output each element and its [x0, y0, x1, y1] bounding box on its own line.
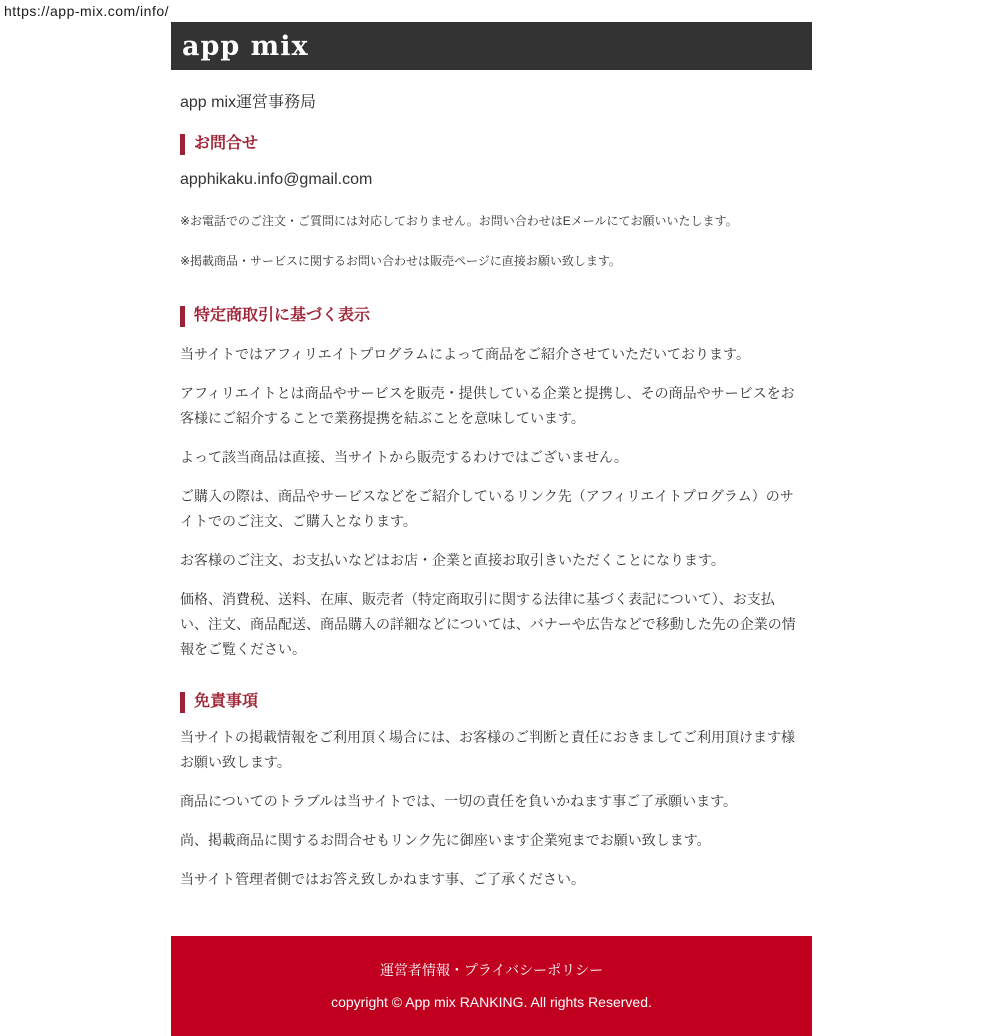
- disclaimer-paragraph: 商品についてのトラブルは当サイトでは、一切の責任を負いかねます事ご了承願います。: [180, 793, 738, 809]
- disclaimer-paragraph: 当サイトの掲載情報をご利用頂く場合には、お客様のご判断と責任におきましてご利用頂けます様お願い致します。: [180, 729, 796, 770]
- disclaimer-paragraph: 当サイト管理者側ではお答え致しかねます事、ご了承ください。: [180, 871, 586, 887]
- disclosure-paragraph: ご購入の際は、商品やサービスなどをご紹介しているリンク先（アフィリエイトプログラム）のサイトでのご注文、ご購入となります。: [180, 488, 794, 529]
- contact-email: apphikaku.info@gmail.com: [180, 171, 373, 188]
- disclosure-paragraph: 価格、消費税、送料、在庫、販売者（特定商取引に関する法律に基づく表記について）、お支払い、注文、商品配送、商品購入の詳細などについては、バナーや広告などで移動した先の企業の情報をご覧ください。: [180, 591, 796, 657]
- page-url: https://app-mix.com/info/: [4, 3, 170, 19]
- contact-note-products: ※掲載商品・サービスに関するお問い合わせは販売ページに直接お願い致します。: [180, 254, 621, 268]
- site-logo[interactable]: app mix: [182, 30, 309, 62]
- page-content: [171, 70, 812, 936]
- disclosure-paragraph: アフィリエイトとは商品やサービスを販売・提供している企業と提携し、その商品やサービスをお客様にご紹介することで業務提携を結ぶことを意味しています。: [180, 385, 795, 426]
- contact-note-phone: ※お電話でのご注文・ご質問には対応しておりません。お問い合わせはEメールにてお願いいたします。: [180, 214, 738, 228]
- disclaimer-paragraph: 尚、掲載商品に関するお問合せもリンク先に御座います企業宛までお願い致します。: [180, 832, 711, 848]
- footer-privacy-policy-link[interactable]: 運営者情報・プライバシーポリシー: [379, 962, 604, 978]
- disclosure-paragraph: お客様のご注文、お支払いなどはお店・企業と直接お取引きいただくことになります。: [180, 552, 725, 568]
- section-heading-disclosure: 特定商取引に基づく表示: [180, 306, 802, 327]
- disclosure-paragraph: 当サイトではアフィリエイトプログラムによって商品をご紹介させていただいております。: [180, 346, 750, 362]
- site-footer: [171, 936, 812, 1036]
- operator-name: app mix運営事務局: [180, 94, 317, 111]
- section-heading-disclaimer: 免責事項: [180, 692, 802, 713]
- copyright-text: copyright © App mix RANKING. All rights Reserved.: [331, 994, 652, 1010]
- disclosure-paragraph: よって該当商品は直接、当サイトから販売するわけではございません。: [180, 449, 628, 465]
- section-heading-contact: お問合せ: [180, 134, 802, 155]
- main-column: [171, 22, 812, 1036]
- site-header: [171, 22, 812, 70]
